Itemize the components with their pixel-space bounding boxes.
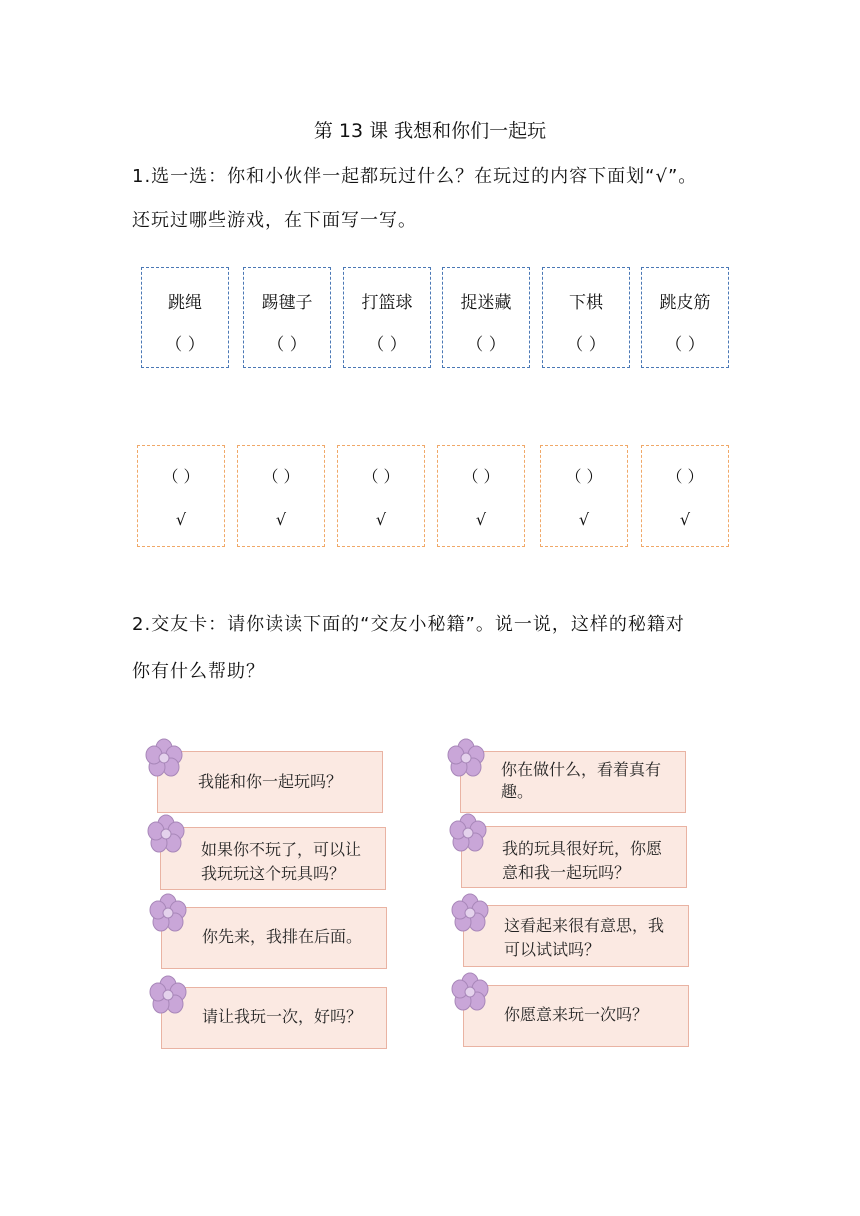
game-label: 下棋 <box>569 293 603 313</box>
blank-game-box[interactable] <box>437 445 525 547</box>
blank-game-box[interactable] <box>237 445 325 547</box>
flower-icon <box>446 738 486 778</box>
card-text-line-1: 如果你不玩了，可以让 <box>201 840 362 859</box>
flower-icon <box>148 975 188 1015</box>
game-answer-blank[interactable]: （ ） <box>165 335 205 355</box>
card-text-line-2: 可以试试吗？ <box>504 940 601 959</box>
blank-game-paren: （ ） <box>462 467 500 486</box>
game-answer-blank[interactable]: （ ） <box>566 335 606 355</box>
game-label: 跳皮筋 <box>659 293 711 313</box>
blank-game-paren: （ ） <box>362 467 400 486</box>
card-text-line-2: 我玩玩这个玩具吗？ <box>201 864 346 883</box>
game-box <box>141 267 229 368</box>
friendship-card <box>161 987 387 1049</box>
check-mark: √ <box>578 510 590 529</box>
question-2-line-1: 2.交友卡：请你读读下面的“交友小秘籍”。说一说，这样的秘籍对 <box>132 614 685 635</box>
check-mark: √ <box>679 510 691 529</box>
blank-game-paren: （ ） <box>565 467 603 486</box>
card-text-line-1: 我的玩具很好玩，你愿 <box>502 839 663 858</box>
question-1-line-1: 1.选一选：你和小伙伴一起都玩过什么？在玩过的内容下面划“√”。 <box>132 166 698 187</box>
card-text-line-1: 你先来，我排在后面。 <box>202 927 363 946</box>
card-text-line-1: 你愿意来玩一次吗？ <box>504 1005 649 1024</box>
check-mark: √ <box>375 510 387 529</box>
card-text-line-1: 请让我玩一次，好吗？ <box>202 1007 363 1026</box>
check-mark: √ <box>275 510 287 529</box>
card-text-line-2: 趣。 <box>501 782 534 801</box>
game-label: 踢毽子 <box>261 293 313 313</box>
blank-game-box[interactable] <box>337 445 425 547</box>
flower-icon <box>450 893 490 933</box>
game-box <box>243 267 331 368</box>
blank-game-box[interactable] <box>137 445 225 547</box>
flower-icon <box>448 813 488 853</box>
blank-game-paren: （ ） <box>666 467 704 486</box>
flower-icon <box>148 893 188 933</box>
friendship-card <box>460 751 686 813</box>
card-text-line-1: 这看起来很有意思，我 <box>504 916 665 935</box>
blank-game-box[interactable] <box>641 445 729 547</box>
game-answer-blank[interactable]: （ ） <box>267 335 307 355</box>
flower-icon <box>144 738 184 778</box>
flower-icon <box>450 972 490 1012</box>
game-box <box>442 267 530 368</box>
game-box <box>343 267 431 368</box>
card-text-line-1: 我能和你一起玩吗？ <box>198 772 343 791</box>
game-box <box>641 267 729 368</box>
blank-game-paren: （ ） <box>262 467 300 486</box>
blank-game-paren: （ ） <box>162 467 200 486</box>
question-1-line-2: 还玩过哪些游戏，在下面写一写。 <box>132 210 417 231</box>
game-label: 捉迷藏 <box>460 293 512 313</box>
blank-game-box[interactable] <box>540 445 628 547</box>
friendship-card <box>160 827 386 890</box>
game-answer-blank[interactable]: （ ） <box>367 335 407 355</box>
card-text-line-2: 意和我一起玩吗？ <box>502 863 631 882</box>
check-mark: √ <box>175 510 187 529</box>
friendship-card <box>463 985 689 1047</box>
game-label: 打篮球 <box>361 293 413 313</box>
check-mark: √ <box>475 510 487 529</box>
flower-icon <box>146 814 186 854</box>
friendship-card <box>157 751 383 813</box>
page-title: 第 13 课 我想和你们一起玩 <box>313 120 547 142</box>
friendship-card <box>463 905 689 967</box>
game-answer-blank[interactable]: （ ） <box>665 335 705 355</box>
game-label: 跳绳 <box>168 293 202 313</box>
game-box <box>542 267 630 368</box>
question-2-line-2: 你有什么帮助？ <box>132 661 265 682</box>
card-text-line-1: 你在做什么，看着真有 <box>501 760 662 779</box>
game-answer-blank[interactable]: （ ） <box>466 335 506 355</box>
friendship-card <box>161 907 387 969</box>
friendship-card <box>461 826 687 888</box>
